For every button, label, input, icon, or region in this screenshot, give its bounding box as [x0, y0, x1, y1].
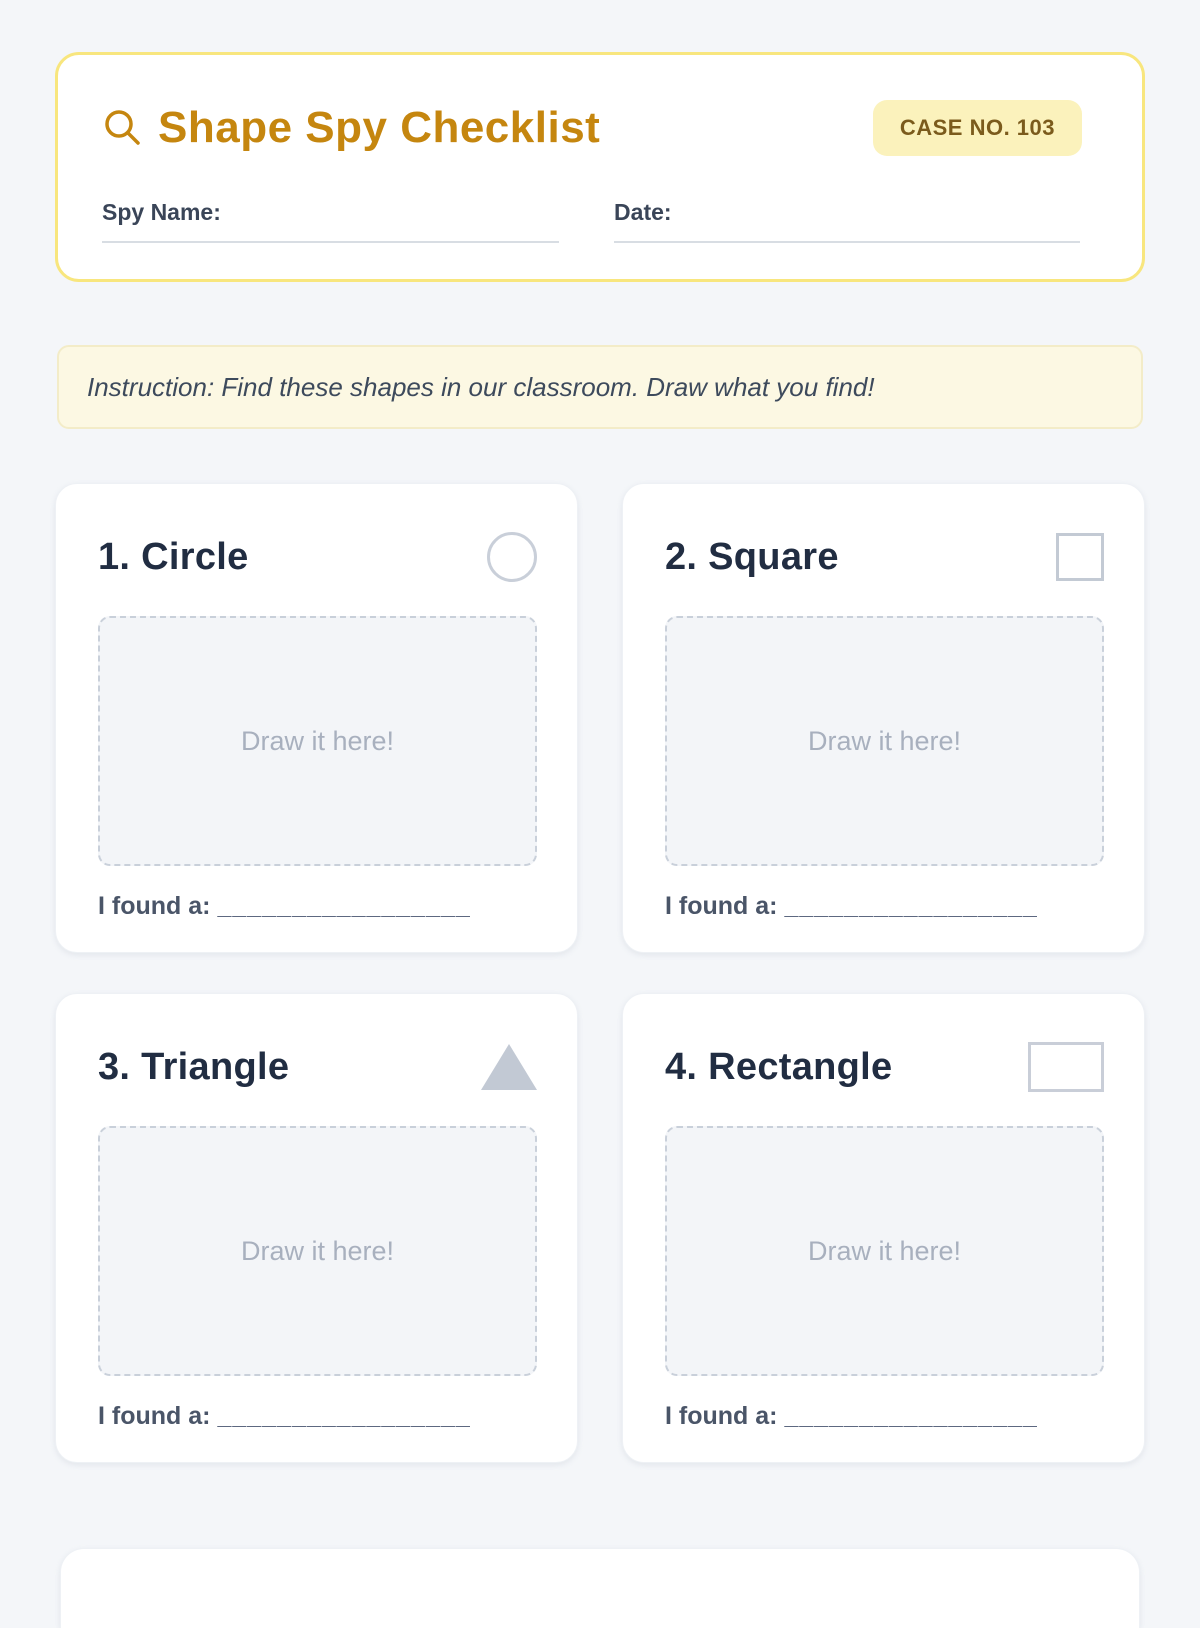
card-title: 2. Square	[665, 535, 839, 578]
shape-card-circle	[55, 483, 578, 953]
found-label: I found a:	[665, 892, 778, 920]
card-header	[98, 528, 537, 586]
draw-area[interactable]	[665, 1126, 1104, 1376]
draw-area[interactable]	[665, 616, 1104, 866]
shape-cards-grid	[55, 483, 1145, 1463]
found-blank[interactable]: _________________	[784, 1402, 1038, 1430]
spy-name-label: Spy Name:	[102, 199, 221, 225]
found-line	[98, 1402, 537, 1431]
next-section-card-partial	[60, 1548, 1140, 1628]
found-label: I found a:	[98, 892, 211, 920]
draw-placeholder: Draw it here!	[807, 725, 962, 756]
circle-icon	[487, 532, 537, 582]
date-input-line[interactable]	[614, 241, 1080, 243]
draw-area[interactable]	[98, 1126, 537, 1376]
card-header	[665, 1038, 1104, 1096]
card-title: 4. Rectangle	[665, 1045, 893, 1088]
shape-card-square	[622, 483, 1145, 953]
shape-card-triangle	[55, 993, 578, 1463]
header-card	[55, 52, 1145, 282]
date-label: Date:	[614, 199, 672, 225]
spy-name-field[interactable]	[102, 199, 559, 226]
draw-placeholder: Draw it here!	[807, 1235, 962, 1266]
case-number-badge: CASE NO. 103	[873, 100, 1082, 156]
card-header	[665, 528, 1104, 586]
search-icon	[102, 107, 144, 149]
page-title: Shape Spy Checklist	[158, 103, 601, 152]
found-blank[interactable]: _________________	[784, 892, 1038, 920]
found-blank[interactable]: _________________	[217, 892, 471, 920]
draw-placeholder: Draw it here!	[240, 1235, 395, 1266]
found-blank[interactable]: _________________	[217, 1402, 471, 1430]
square-icon	[1056, 533, 1104, 581]
date-field[interactable]	[614, 199, 1080, 226]
instruction-banner	[57, 345, 1143, 429]
draw-placeholder: Draw it here!	[240, 725, 395, 756]
draw-area[interactable]	[98, 616, 537, 866]
header-title-row	[102, 97, 1082, 159]
card-title: 1. Circle	[98, 535, 249, 578]
found-line	[665, 1402, 1104, 1431]
found-label: I found a:	[665, 1402, 778, 1430]
found-line	[665, 892, 1104, 921]
shape-card-rectangle	[622, 993, 1145, 1463]
found-line	[98, 892, 537, 921]
spy-name-input-line[interactable]	[102, 241, 559, 243]
found-label: I found a:	[98, 1402, 211, 1430]
header-fields	[102, 199, 1080, 226]
card-title: 3. Triangle	[98, 1045, 290, 1088]
card-header	[98, 1038, 537, 1096]
rectangle-icon	[1028, 1042, 1104, 1092]
instruction-text: Instruction: Find these shapes in our classroom. Draw what you find!	[87, 371, 875, 402]
triangle-icon	[481, 1044, 537, 1090]
